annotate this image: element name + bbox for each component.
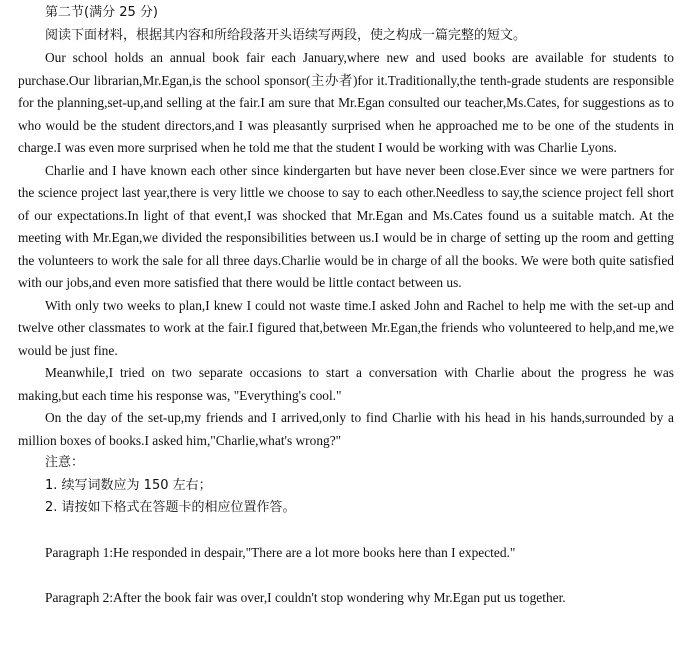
- paragraph-starter-2: Paragraph 2:After the book fair was over,I couldn't stop wondering why Mr.Egan put us together.: [45, 590, 566, 605]
- story-paragraph-5: On the day of the set-up,my friends and I arrived,only to find Charlie with his head in his hands,surrounded by a million boxes of books.I asked him,"Charlie,what's wrong?": [18, 410, 674, 448]
- story-paragraph-4: Meanwhile,I tried on two separate occasions to start a conversation with Charlie about the progress he was making,but each time his response was, "Everything's cool.": [18, 365, 674, 403]
- notes-heading: 注意：: [45, 455, 85, 470]
- note-item-1: 1. 续写词数应为 150 左右；: [45, 477, 212, 493]
- story-paragraph-3: With only two weeks to plan,I knew I could not waste time.I asked John and Rachel to help me with the set-up and twelve other classmates to work at the fair.I figured that,between Mr.Egan,the friends who volunteered to help,and me,we would be just fine.: [18, 297, 674, 358]
- spacer: [18, 565, 674, 588]
- note-item-2: 2. 请按如下格式在答题卡的相应位置作答。: [45, 500, 296, 515]
- instruction-text: 阅读下面材料，根据其内容和所给段落开头语续写两段，使之构成一篇完整的短文。: [45, 27, 527, 43]
- paragraph-starter-1: Paragraph 1:He responded in despair,"There are a lot more books here than I expected.": [45, 545, 516, 560]
- section-title: 第二节(满分 25 分): [45, 5, 158, 20]
- story-paragraph-1: Our school holds an annual book fair each January,where new and used books are available for students to purchase.Our librarian,Mr.Egan,is the school sponsor(主办者)for it.Traditionally,the tenth-grade students are responsible for the planning,set-up,and selling at the fair.I am sure that Mr.Egan consulted our teacher,Ms.Cates, for suggestions as to who would be the student directors,and I was pleasantly surprised when he approached me to be one of the students in charge.I was even more surprised when he told me that the student I would be working with was Charlie Lyons.: [18, 50, 674, 155]
- story-paragraph-2: Charlie and I have known each other since kindergarten but have never been close.Ever since we were partners for the science project last year,there is very little we choose to say to each other.Needless to say,the science project fell short of our expectations.In light of that event,I was shocked that Mr.Egan and Ms.Cates found us a suitable match. At the meeting with Mr.Egan,we divided the responsibilities between us.I would be in charge of setting up the room and getting the volunteers to work the sale for all three days.Charlie would be in charge of all the books. We were both quite satisfied with our jobs,and even more satisfied that there would be little contact between us.: [18, 162, 674, 290]
- spacer: [18, 520, 674, 543]
